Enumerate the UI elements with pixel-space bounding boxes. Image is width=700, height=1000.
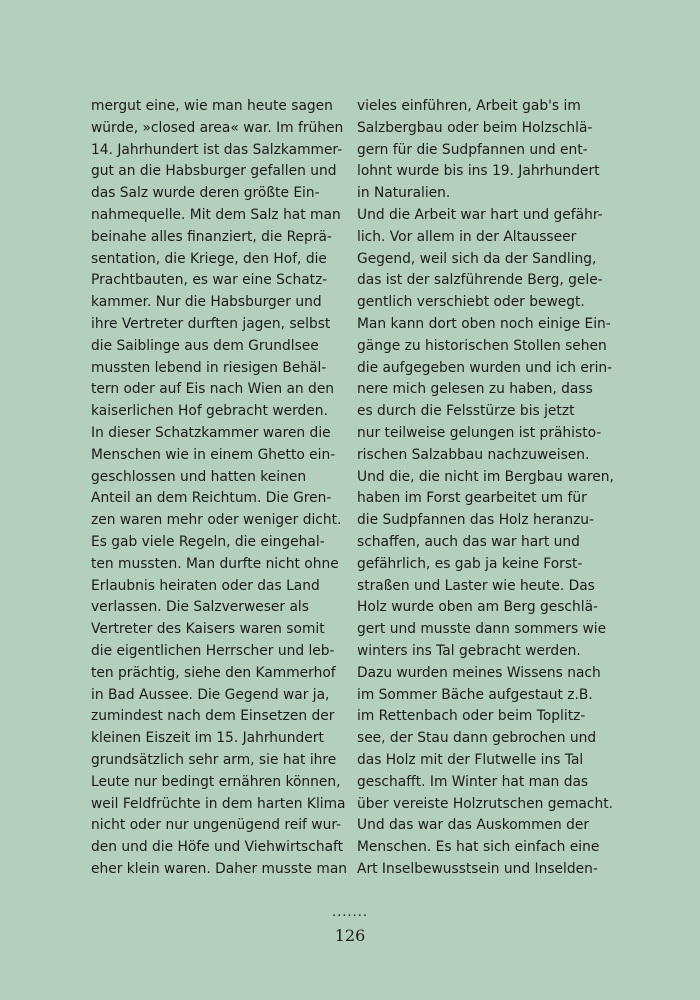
text-line: Gegend, weil sich da der Sandling, [357,250,597,267]
text-line: mussten lebend in riesigen Behäl- [91,359,327,376]
text-line: zumindest nach dem Einsetzen der [91,708,335,725]
text-line: Und die Arbeit war hart und gefähr- [357,206,603,223]
text-line: nere mich gelesen zu haben, dass [357,381,593,398]
text-line: kleinen Eiszeit im 15. Jahrhundert [91,730,324,747]
text-line: zen waren mehr oder weniger dicht. [91,512,342,529]
text-line: Holz wurde oben am Berg geschlä- [357,599,599,616]
text-line: Menschen. Es hat sich einfach eine [357,839,600,856]
text-line: ihre Vertreter durften jagen, selbst [91,315,331,332]
text-line: tern oder auf Eis nach Wien an den [91,381,335,398]
text-line: schaffen, auch das war hart und [357,533,580,550]
text-line: das Holz mit der Flutwelle ins Tal [357,751,584,768]
text-line: Man kann dort oben noch einige Ein- [357,315,611,332]
left-text-column [91,96,348,881]
page-number: 126 [334,926,366,945]
right-text-column [357,96,614,881]
text-line: es durch die Felsstürze bis jetzt [357,403,575,420]
text-line: gefährlich, es gab ja keine Forst- [357,555,583,572]
text-line: im Sommer Bäche aufgestaut z.B. [357,686,593,703]
text-line: haben im Forst gearbeitet um für [357,490,587,507]
text-line: gern für die Sudpfannen und ent- [357,141,588,158]
text-line: weil Feldfrüchte in dem harten Klima [91,795,346,812]
text-line: eher klein waren. Daher musste man [91,860,348,877]
text-line: kaiserlichen Hof gebracht werden. [91,403,328,420]
text-line: see, der Stau dann gebrochen und [357,730,597,747]
text-line: die aufgegeben wurden und ich erin- [357,359,613,376]
text-line: geschlossen und hatten keinen [91,468,307,485]
text-line: den und die Höfe und Viehwirtschaft [91,839,344,856]
text-line: winters ins Tal gebracht werden. [357,642,581,659]
text-line: gert und musste dann sommers wie [357,621,607,638]
text-line: Salzbergbau oder beim Holzschlä- [357,119,593,136]
text-line: ten mussten. Man durfte nicht ohne [91,555,339,572]
text-line: Dazu wurden meines Wissens nach [357,664,601,681]
text-line: nur teilweise gelungen ist prähisto- [357,424,602,441]
text-line: Menschen wie in einem Ghetto ein- [91,446,336,463]
text-line: straßen und Laster wie heute. Das [357,577,595,594]
text-line: Und die, die nicht im Bergbau waren, [357,468,614,485]
text-line: die eigentlichen Herrscher und leb- [91,642,335,659]
text-line: nicht oder nur ungenügend reif wur- [91,817,342,834]
text-line: geschafft. Im Winter hat man das [357,773,589,790]
text-line: Leute nur bedingt ernähren können, [91,773,341,790]
text-line: beinahe alles finanziert, die Reprä- [91,228,332,245]
text-line: verlassen. Die Salzverweser als [91,599,309,616]
text-line: In dieser Schatzkammer waren die [91,424,331,441]
footer-divider: ....... [332,905,368,920]
text-line: Es gab viele Regeln, die eingehal- [91,533,325,550]
text-line: lich. Vor allem in der Altausseer [357,228,577,245]
text-line: die Sudpfannen das Holz heranzu- [357,512,595,529]
text-line: Erlaubnis heiraten oder das Land [91,577,320,594]
text-line: rischen Salzabbau nachzuweisen. [357,446,590,463]
text-line: vieles einführen, Arbeit gab's im [357,98,581,114]
text-line: kammer. Nur die Habsburger und [91,294,322,311]
text-line: die Saiblinge aus dem Grundlsee [91,337,319,354]
text-line: das ist der salzführende Berg, gele- [357,272,603,289]
text-line: Vertreter des Kaisers waren somit [91,621,325,638]
text-line: gut an die Habsburger gefallen und [91,163,337,180]
text-line: nahmequelle. Mit dem Salz hat man [91,206,341,223]
text-line: Anteil an dem Reichtum. Die Gren- [91,490,332,507]
text-line: in Bad Aussee. Die Gegend war ja, [91,686,330,703]
text-line: im Rettenbach oder beim Toplitz- [357,708,586,725]
text-line: mergut eine, wie man heute sagen [91,98,333,114]
text-line: 14. Jahrhundert ist das Salzkammer- [91,141,343,158]
text-line: ten prächtig, siehe den Kammerhof [91,664,336,681]
text-line: Art Inselbewusstsein und Inselden- [357,860,598,877]
text-line: das Salz wurde deren größte Ein- [91,185,320,202]
text-line: Und das war das Auskommen der [357,817,590,834]
text-line: sentation, die Kriege, den Hof, die [91,250,327,267]
text-line: über vereiste Holzrutschen gemacht. [357,795,613,812]
text-line: würde, »closed area« war. Im frühen [91,119,344,136]
text-line: Prachtbauten, es war eine Schatz- [91,272,328,289]
text-line: lohnt wurde bis ins 19. Jahrhundert [357,163,600,180]
text-line: gentlich verschiebt oder bewegt. [357,294,585,311]
text-line: in Naturalien. [357,185,451,202]
text-line: gänge zu historischen Stollen sehen [357,337,607,354]
text-line: grundsätzlich sehr arm, sie hat ihre [91,751,337,768]
